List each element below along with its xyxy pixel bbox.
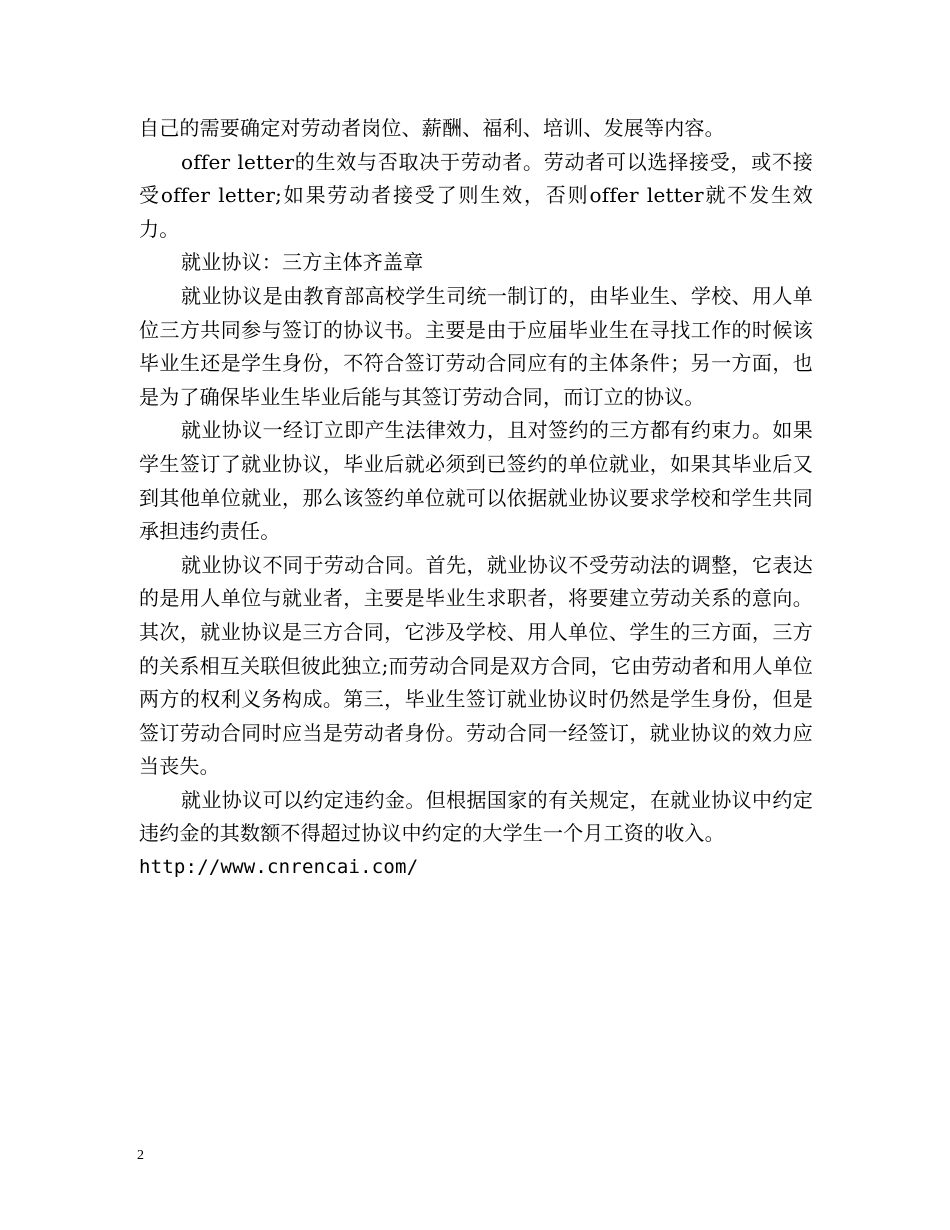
page-number: 2 [137,1148,144,1163]
document-body [139,112,813,885]
paragraph-2: offer letter的生效与否取决于劳动者。劳动者可以选择接受，或不接受offer letter;如果劳动者接受了则生效，否则offer letter就不发生效力。 [139,149,813,241]
section-heading: 就业协议：三方主体齐盖章 [181,250,424,275]
paragraph-1: 自己的需要确定对劳动者岗位、薪酬、福利、培训、发展等内容。 [139,116,725,140]
paragraph-3: 就业协议是由教育部高校学生司统一制订的，由毕业生、学校、用人单位三方共同参与签订的协议书。主要是由于应届毕业生在寻找工作的时候该毕业生还是学生身份，不符合签订劳动合同应有的主体条件；另一方面，也是为了确保毕业生毕业后能与其签订劳动合同，而订立的协议。 [139,283,813,409]
paragraph-4: 就业协议一经订立即产生法律效力，且对签约的三方都有约束力。如果学生签订了就业协议，毕业后就必须到已签约的单位就业，如果其毕业后又到其他单位就业，那么该签约单位就可以依据就业协议要求学校和学生共同承担违约责任。 [139,418,813,544]
paragraph-5: 就业协议不同于劳动合同。首先，就业协议不受劳动法的调整，它表达的是用人单位与就业者，主要是毕业生求职者，将要建立劳动关系的意向。其次，就业协议是三方合同，它涉及学校、用人单位、学生的三方面，三方的关系相互关联但彼此独立;而劳动合同是双方合同，它由劳动者和用人单位两方的权利义务构成。第三，毕业生签订就业协议时仍然是学生身份，但是签订劳动合同时应当是劳动者身份。劳动合同一经签订，就业协议的效力应当丧失。 [139,552,813,779]
paragraph-6: 就业协议可以约定违约金。但根据国家的有关规定，在就业协议中约定违约金的其数额不得超过协议中约定的大学生一个月工资的收入。 [139,787,813,846]
source-url: http://www.cnrencai.com/ [139,856,419,879]
